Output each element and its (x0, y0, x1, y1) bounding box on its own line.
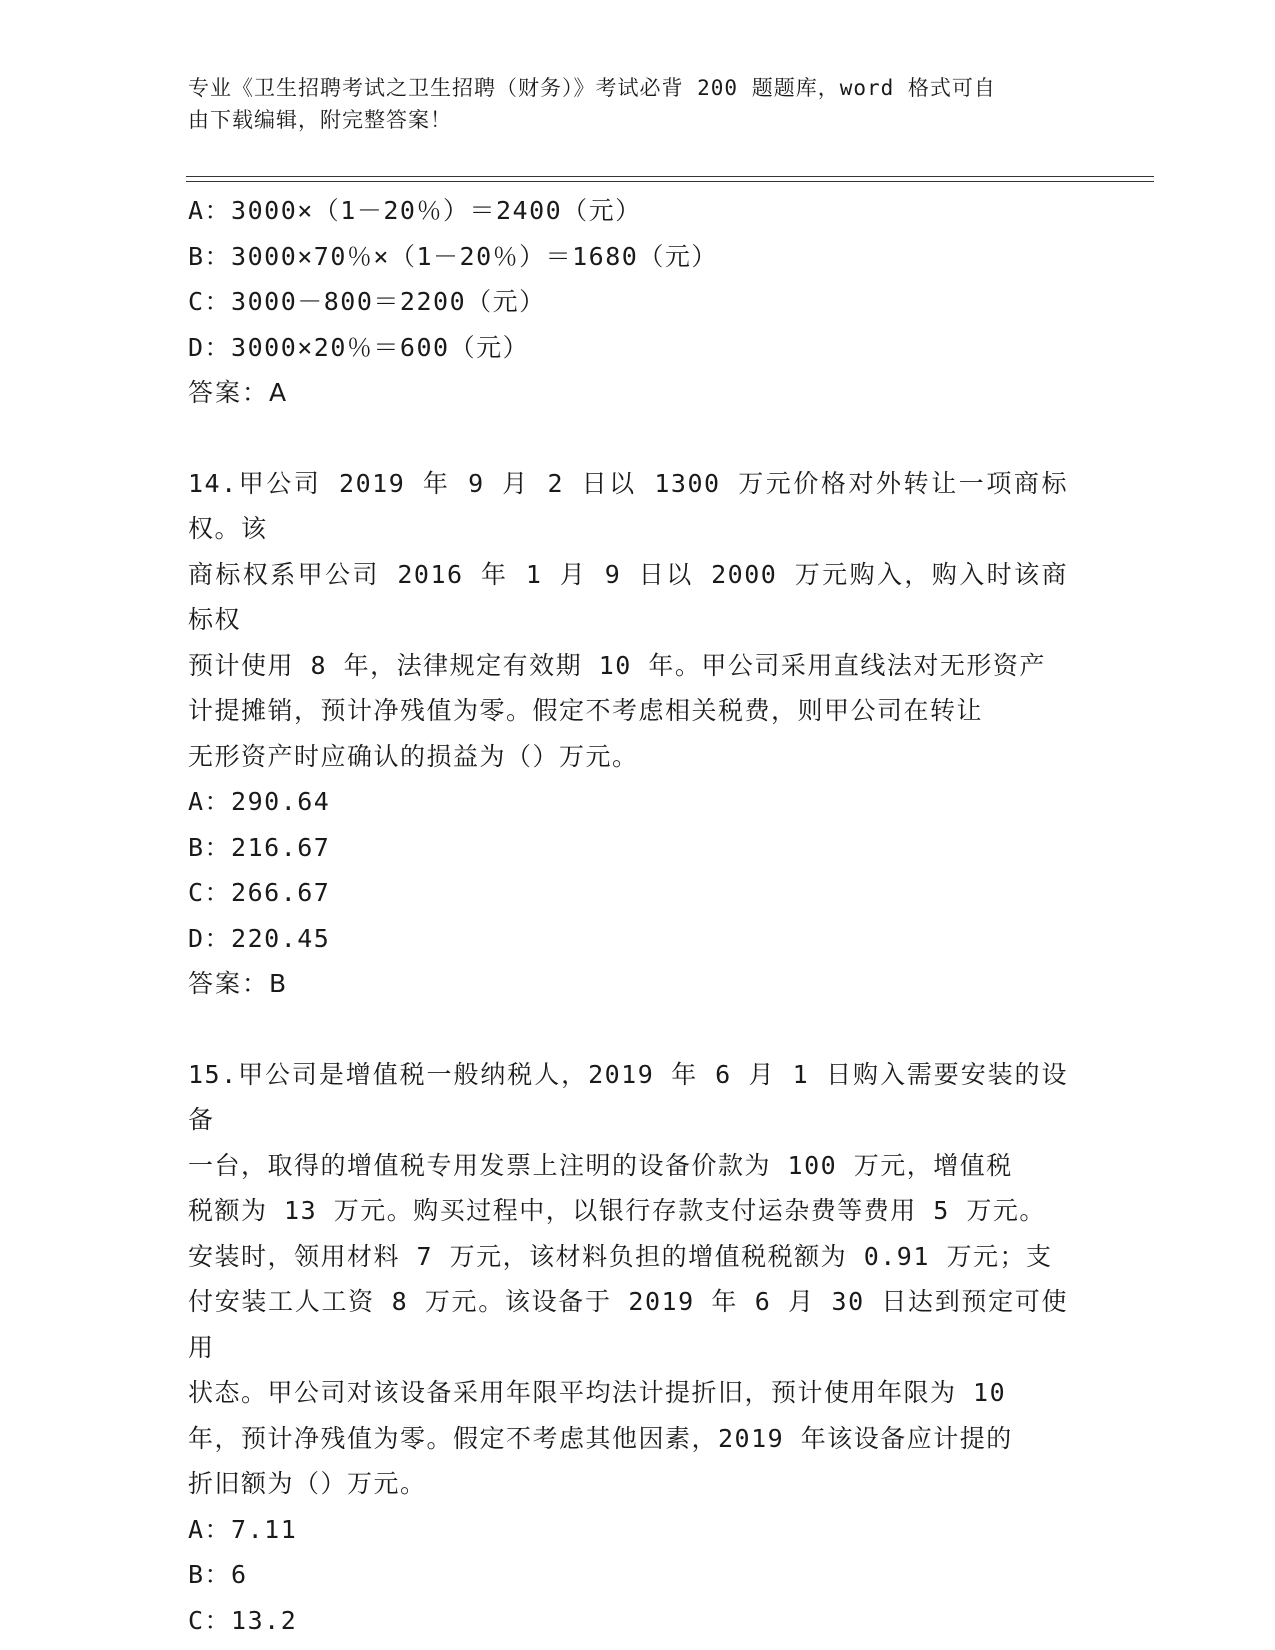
option-b: B：6 (188, 1560, 248, 1589)
question-line: 15.甲公司是增值税一般纳税人，2019 年 6 月 1 日购入需要安装的设备 (188, 1059, 1068, 1134)
answer-line: 答案：A (188, 378, 289, 407)
question-14-block (188, 461, 1088, 1007)
question-line: 商标权系甲公司 2016 年 1 月 9 日以 2000 万元购入，购入时该商标权 (188, 559, 1068, 634)
option-a: A：7.11 (188, 1514, 298, 1544)
option-a: A：290.64 (188, 787, 331, 816)
question-line: 一台，取得的增值税专用发票上注明的设备价款为 100 万元，增值税 (188, 1150, 1013, 1180)
document-body (188, 188, 1088, 1643)
question-line: 税额为 13 万元。购买过程中，以银行存款支付运杂费等费用 5 万元。 (188, 1196, 1046, 1225)
option-b: B：3000×70％×（1－20％）＝1680（元） (188, 241, 718, 271)
question-line: 计提摊销，预计净残值为零。假定不考虑相关税费，则甲公司在转让 (188, 696, 984, 725)
option-d: D：3000×20％＝600（元） (188, 332, 530, 362)
spacer (188, 1007, 1088, 1052)
option-b: B：216.67 (188, 832, 331, 862)
header-divider (186, 176, 1154, 182)
question-line: 付安装工人工资 8 万元。该设备于 2019 年 6 月 30 日达到预定可使用 (188, 1287, 1068, 1362)
question-line: 14.甲公司 2019 年 9 月 2 日以 1300 万元价格对外转让一项商标权。该 (188, 468, 1068, 543)
header-line-1: 专业《卫生招聘考试之卫生招聘（财务）》考试必背 200 题题库，word 格式可自 (188, 76, 996, 100)
question-line: 安装时，领用材料 7 万元，该材料负担的增值税税额为 0.91 万元；支 (188, 1241, 1053, 1271)
option-c: C：266.67 (188, 878, 331, 907)
document-header (188, 72, 1088, 136)
spacer (188, 416, 1088, 461)
question-line: 状态。甲公司对该设备采用年限平均法计提折旧，预计使用年限为 10 (188, 1378, 1007, 1407)
option-d: D：220.45 (188, 923, 331, 953)
question-15-block (188, 1052, 1088, 1644)
option-c: C：13.2 (188, 1605, 298, 1635)
question-15-text (188, 1052, 1068, 1507)
header-line-2: 由下载编辑，附完整答案！ (188, 108, 452, 132)
option-a: A：3000×（1－20％）＝2400（元） (188, 196, 642, 225)
question-line: 预计使用 8 年，法律规定有效期 10 年。甲公司采用直线法对无形资产 (188, 650, 1046, 680)
question-line: 无形资产时应确认的损益为（）万元。 (188, 741, 639, 771)
answer-line: 答案：B (188, 969, 289, 998)
question-line: 年，预计净残值为零。假定不考虑其他因素，2019 年该设备应计提的 (188, 1423, 1013, 1453)
question-line: 折旧额为（）万元。 (188, 1469, 427, 1498)
question-13-block (188, 188, 1088, 416)
option-c: C：3000－800＝2200（元） (188, 287, 546, 316)
question-14-text (188, 461, 1068, 780)
